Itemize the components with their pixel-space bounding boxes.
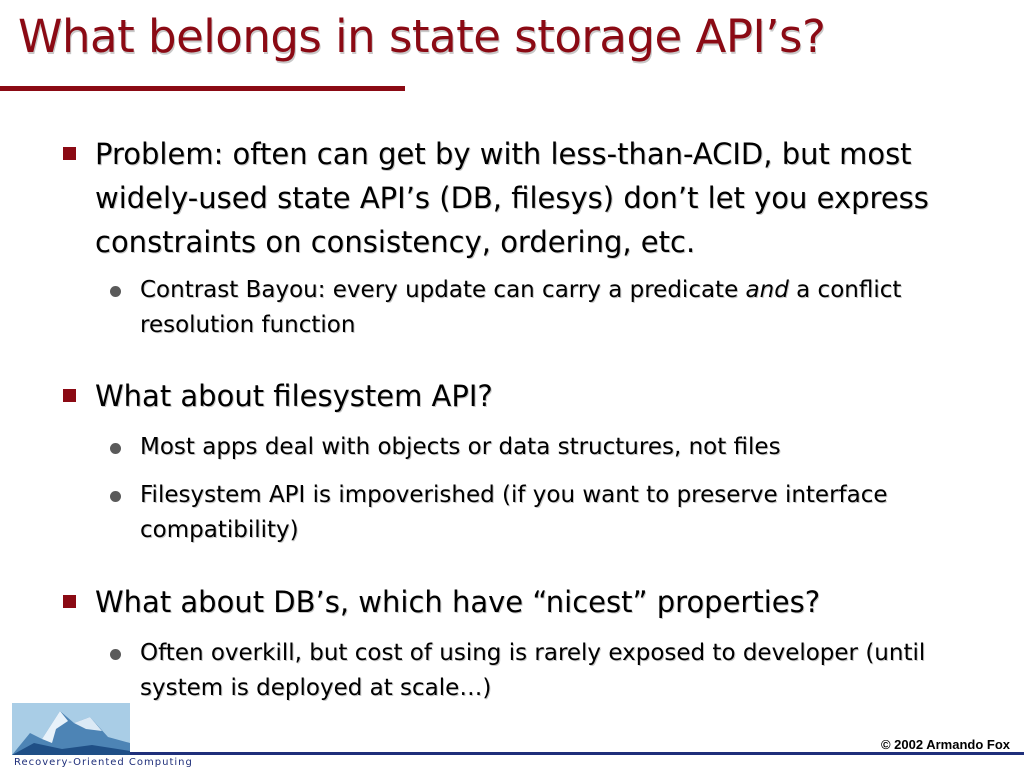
copyright-text: © 2002 Armando Fox [880, 737, 1010, 752]
bullet-3 [95, 580, 975, 624]
slide-title: What belongs in state storage API’s? [18, 10, 826, 63]
footer-rule [130, 752, 1024, 755]
bullet-1 [95, 132, 975, 264]
sub-text-pre: Contrast Bayou: every update can carry a predicate [140, 277, 746, 303]
square-bullet-icon [63, 595, 76, 608]
round-bullet-icon [110, 491, 121, 502]
bullet-2-sub-1 [140, 430, 980, 465]
sub-text-emphasis: and [745, 277, 789, 303]
round-bullet-icon [110, 443, 121, 454]
bullet-2-sub-2 [140, 478, 980, 548]
square-bullet-icon [63, 147, 76, 160]
logo-text: Recovery-Oriented Computing [14, 757, 193, 768]
bullet-1-text: Problem: often can get by with less-than-ACID, but most widely-used state API’s (DB, filesys) don’t let you express constraints on consistency, ordering, etc. [95, 137, 929, 259]
sub-text-post: a conflict resolution function [140, 277, 902, 338]
sub-text: Filesystem API is impoverished (if you want to preserve interface compatibility) [140, 482, 888, 543]
sub-text: Often overkill, but cost of using is rarely exposed to developer (until system is deployed at scale…) [140, 640, 926, 701]
bullet-1-sub-1 [140, 273, 980, 343]
round-bullet-icon [110, 286, 121, 297]
bullet-2-text: What about filesystem API? [95, 379, 493, 413]
bullet-2 [95, 374, 975, 418]
sub-text: Most apps deal with objects or data structures, not files [140, 434, 781, 460]
bullet-3-sub-1 [140, 636, 980, 706]
square-bullet-icon [63, 389, 76, 402]
bullet-3-text: What about DB’s, which have “nicest” properties? [95, 585, 821, 619]
mountain-logo-icon [12, 703, 130, 755]
round-bullet-icon [110, 649, 121, 660]
